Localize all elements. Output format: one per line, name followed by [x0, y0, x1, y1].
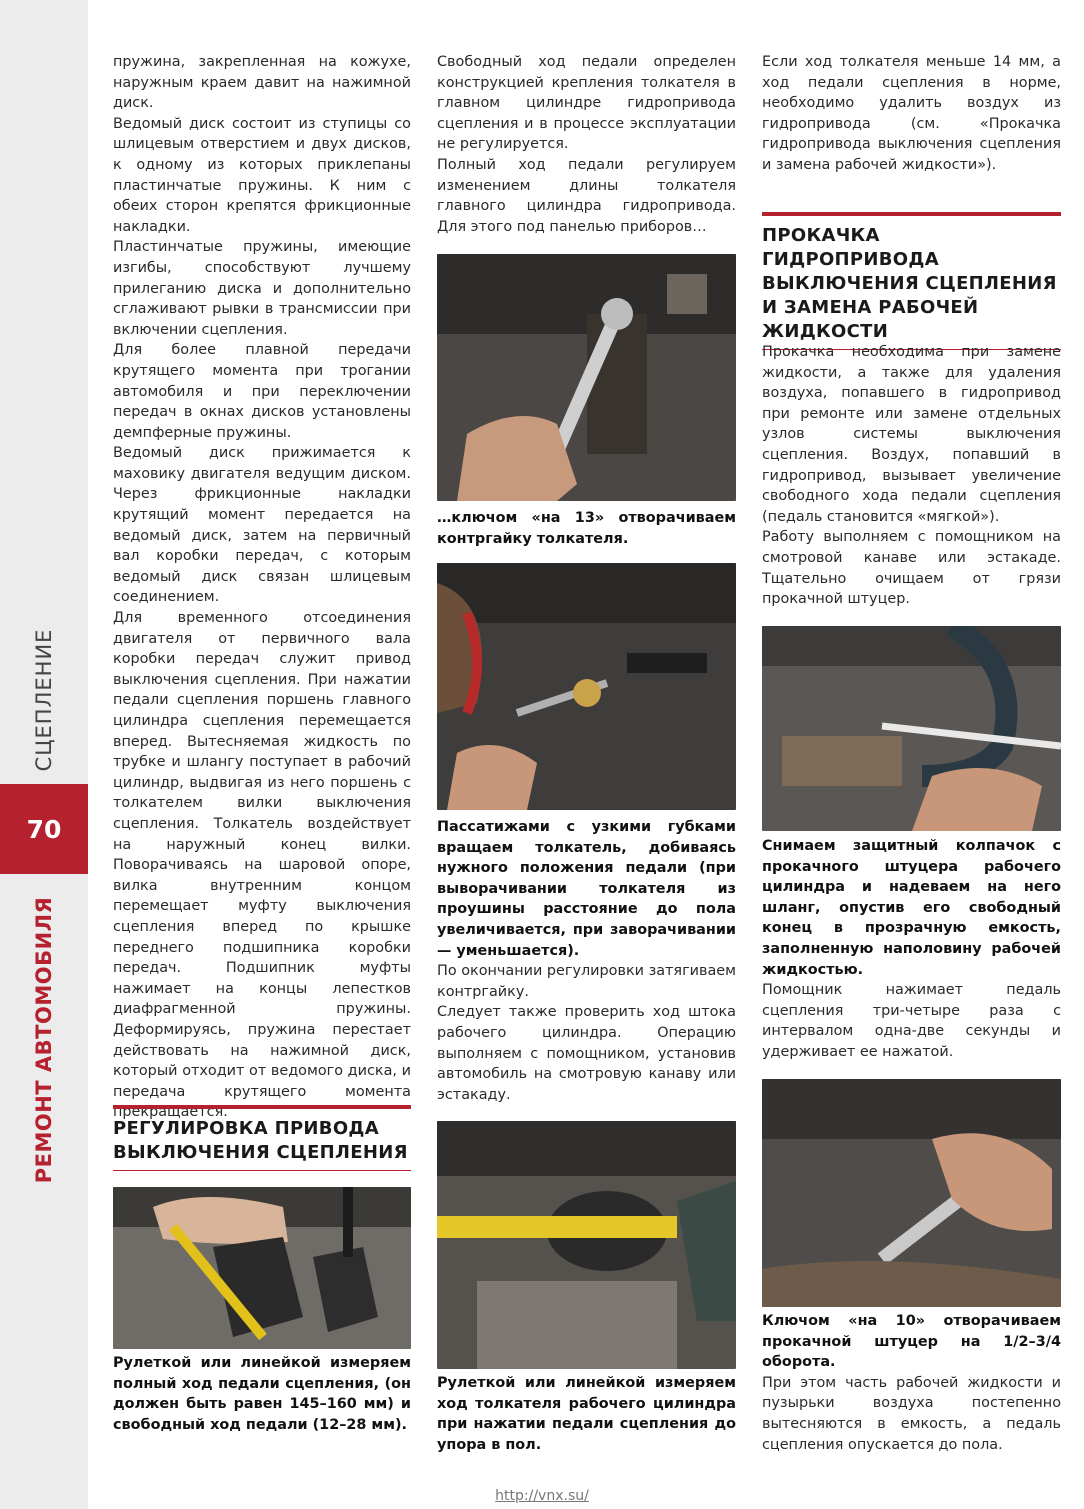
column-1-text — [113, 52, 411, 1123]
column-3-intro — [762, 52, 1061, 176]
section-heading-adjustment: РЕГУЛИРОВКА ПРИВОДА ВЫКЛЮЧЕНИЯ СЦЕПЛЕНИЯ — [113, 1105, 411, 1171]
section-heading-bleeding: ПРОКАЧКА ГИДРОПРИВОДА ВЫКЛЮЧЕНИЯ СЦЕПЛЕНИЯ И ЗАМЕНА РАБОЧЕЙ ЖИДКОСТИ — [762, 212, 1061, 350]
page-number: 70 — [0, 784, 88, 874]
column-2-intro — [437, 52, 736, 237]
photo-wrench-locknut — [437, 254, 736, 501]
paragraph: Работу выполняем с помощником на смотровой канаве или эстакаде. Тщательно очищаем от грязи прокачной штуцер. — [762, 529, 1061, 608]
paragraph: По окончании регулировки затягиваем контргайку. — [437, 963, 737, 1000]
paragraph: Свободный ход педали определен конструкцией крепления толкателя в главном цилиндре гидропривода сцепления и в процессе эксплуатации не регулируется. — [437, 54, 736, 153]
photo-bleed-hose — [762, 626, 1061, 831]
column-3-bottom — [762, 1311, 1061, 1455]
paragraph: Если ход толкателя меньше 14 мм, а ход педали сцепления в норме, необходимо удалить воздух из гидропривода (см. «Прокачка гидропривода выключения сцепления и замена рабочей жидкости»). — [762, 54, 1061, 173]
paragraph: Прокачка необходима при замене жидкости, а также для удаления воздуха, попавшего в гидропривод при ремонте или замене отдельных узлов системы выключения сцепления. Воздух, попавший в гидропривод, вызывает увеличение свободного хода педали сцепления (педаль становится «мягкой»). — [762, 344, 1061, 525]
column-3-middle — [762, 836, 1061, 1063]
photo-caption: Снимаем защитный колпачок с прокачного штуцера рабочего цилиндра и надеваем на него шланг, опустив его свободный конец в прозрачную емкость, заполненную наполовину рабочей жидкостью. — [762, 838, 1061, 978]
column-2-middle — [437, 817, 736, 1105]
photo-caption: …ключом «на 13» отворачиваем контргайку толкателя. — [437, 510, 736, 547]
photo-tape-measure-cylinder — [437, 1121, 736, 1369]
paragraph: Ведомый диск состоит из ступицы со шлицевым отверстием и двух дисков, к одному из которых приклепаны пластинчатые пружины. К ним с обеих сторон крепятся фрикционные накладки. — [113, 115, 411, 235]
column-3-text — [762, 342, 1061, 610]
paragraph: Полный ход педали регулируем изменением длины толкателя главного цилиндра гидропривода. Для этого под панелью приборов… — [437, 156, 736, 235]
photo-pedal-measurement — [113, 1187, 411, 1349]
paragraph: Ведомый диск прижимается к маховику двигателя ведущим диском. Через фрикционные накладки крутящий момент передается на ведомый диск, затем на первичный вал коробки передач, с которым ведомый диск связан шлицевым соединением. — [113, 445, 411, 606]
caption-cylinder-measurement — [437, 1373, 736, 1455]
paragraph: Для временного отсоединения двигателя от первичного вала коробки передач служит привод выключения сцепления. При нажатии педали сцепления поршень главного цилиндра сцепления перемещается вперед. Вытесняемая жидкость по трубке и шлангу поступает в рабочий цилиндр, выдвигая из него поршень с толкателем вилки выключения сцепления. Толкатель воздействует на наружный конец вилки. Поворачиваясь на шаровой опоре, вилка внутренним концом перемещает муфту выключения сцепления вперед по крышке переднего подшипника коробки передач. Подшипник муфты нажимает на концы лепестков диафрагменной пружины. Деформируясь, пружина перестает действовать на нажимной диск, который отходит от ведомого диска, и передача крутящего момента прекращается. — [113, 610, 411, 1121]
paragraph: Для более плавной передачи крутящего момента при трогании автомобиля и при переключении передач в окнах дисков установлены демпферные пружины. — [113, 342, 411, 441]
footer-url[interactable]: http://vnx.su/ — [495, 1488, 589, 1504]
book-title: РЕМОНТ АВТОМОБИЛЯ — [32, 896, 56, 1184]
photo-wrench-bleed-nipple — [762, 1079, 1061, 1307]
caption-pedal-measurement — [113, 1353, 411, 1435]
section-label: СЦЕПЛЕНИЕ — [32, 628, 56, 772]
photo-caption: Рулеткой или линейкой измеряем ход толкателя рабочего цилиндра при нажатии педали сцепления до упора в пол. — [437, 1375, 736, 1453]
caption-wrench — [437, 508, 736, 549]
paragraph: При этом часть рабочей жидкости и пузырьки воздуха постепенно вытесняются в емкость, а педаль сцепления опускается до пола. — [762, 1374, 1061, 1453]
sidebar — [0, 0, 88, 1509]
photo-caption: Рулеткой или линейкой измеряем полный ход педали сцепления, (он должен быть равен 145–160 мм) и свободный ход педали (12–28 мм). — [113, 1355, 411, 1433]
photo-caption: Ключом «на 10» отворачиваем прокачной штуцер на 1/2–3/4 оборота. — [762, 1313, 1061, 1371]
photo-pliers-pushrod — [437, 563, 736, 810]
paragraph: Помощник нажимает педаль сцепления три-четыре раза с интервалом одна-две секунды и удерживает ее нажатой. — [762, 982, 1061, 1060]
paragraph: Следует также проверить ход штока рабочего цилиндра. Операцию выполняем с помощником, установив автомобиль на смотровую канаву или эстакаду. — [437, 1004, 736, 1103]
photo-caption: Пассатижами с узкими губками вращаем толкатель, добиваясь нужного положения педали (при выворачивании толкателя из проушины расстояние до пола увеличивается, при заворачивании — уменьшается). — [437, 819, 736, 959]
paragraph: пружина, закрепленная на кожухе, наружным краем давит на нажимной диск. — [113, 54, 411, 112]
paragraph: Пластинчатые пружины, имеющие изгибы, способствуют лучшему прилеганию диска и дополнительно сглаживают рывки в трансмиссии при включении сцепления. — [113, 239, 411, 338]
